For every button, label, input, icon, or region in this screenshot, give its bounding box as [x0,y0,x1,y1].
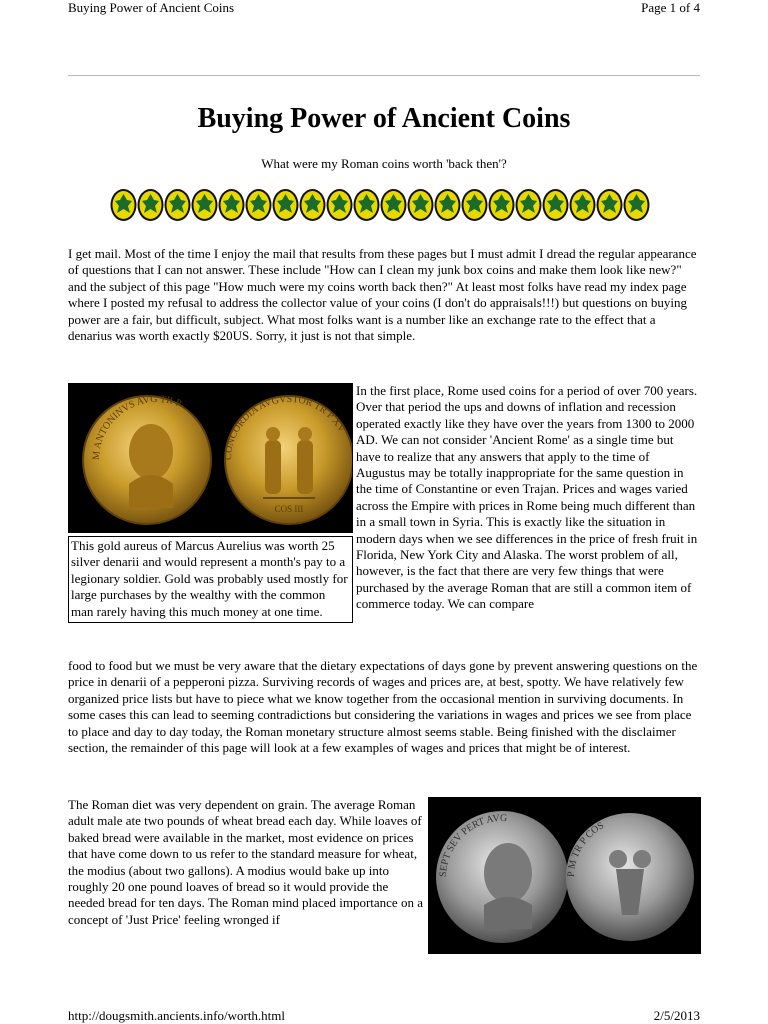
denarius-reverse-legend: P M TR P COS [565,820,606,878]
coin-divider-icon [407,188,434,222]
page-title: Buying Power of Ancient Coins [197,103,571,134]
aureus-exergue: COS III [274,504,304,514]
body-paragraph-2-column: In the first place, Rome used coins for a period of over 700 years. Over that period the ups and downs of inflation and recession operated exactly like they have over the years from 1300 to 2000 AD. We can not consider 'Ancient Rome' as a single time but have to realize that any answers that apply to the time of Augustus may be totally inappropriate for the same question in the time of Constantine or even Trajan. Prices and wages varied across the Empire with prices in Rome being much different than in a small town in Syria. This is exactly like the situation in modern days when we see differences in the price of fresh fruit in Florida, New York City and Alaska. The worst problem of all, however, is the fact that there are very few things that were purchased by the average Roman that are still a common item of commerce today. We can compare [356,383,698,612]
denarius-obverse-legend: SEPT SEV PERT AVG [437,812,508,878]
page-subtitle: What were my Roman coins worth 'back then'? [261,156,507,171]
print-footer-url: http://dougsmith.ancients.info/worth.html [68,1008,286,1023]
coin-divider-icon [353,188,380,222]
aureus-caption: This gold aureus of Marcus Aurelius was worth 25 silver denarii and would represent a month's pay to a legionary soldier. Gold was probably used mostly for large purchases by the wealthy with the common man rarely having this much money at one time. [68,536,353,623]
coin-divider-icon [623,188,650,222]
coin-divider-icon [299,188,326,222]
coin-divider-icon [245,188,272,222]
body-paragraph-3: The Roman diet was very dependent on grain. The average Roman adult male ate two pounds of wheat bread each day. While loaves of baked bread were available in the market, most evidence on prices that have come down to us refer to the standard measure for wheat, the modius (about two gallons). A modius would bake up into roughly 20 one pound loaves of bread so it would provide the needed bread for ten days. The Roman mind placed importance on a concept of 'Just Price' feeling wronged if [68,797,423,927]
coin-divider-row [110,188,658,222]
coin-divider-icon [461,188,488,222]
print-header-page-number: Page 1 of 4 [641,0,700,15]
coin-divider-icon [542,188,569,222]
denarius-coin-image [428,797,701,954]
coin-divider-icon [326,188,353,222]
aureus-coin-image [68,383,353,533]
coin-divider-icon [596,188,623,222]
coin-divider-icon [380,188,407,222]
coin-divider-icon [218,188,245,222]
coin-divider-icon [434,188,461,222]
coin-divider-icon [191,188,218,222]
coin-divider-icon [569,188,596,222]
intro-paragraph: I get mail. Most of the time I enjoy the mail that results from these pages but I must admit I dread the regular appearance of questions that I can not answer. These include "How can I clean my junk box coins and make them look like new?" and the subject of this page "How much were my coins worth back then?" At least most folks have read my index page where I posted my refusal to address the collector value of your coins (I don't do appraisals!!!) but questions on buying power are a fair, but difficult, subject. What most folks want is a number like an exchange rate to the effect that a denarius was worth exactly $20US. Sorry, it just is not that simple. [68,246,697,344]
coin-divider-icon [110,188,137,222]
print-header-title: Buying Power of Ancient Coins [68,0,235,15]
coin-divider-icon [272,188,299,222]
coin-divider-icon [164,188,191,222]
coin-divider-icon [488,188,515,222]
header-divider [68,75,700,76]
aureus-figure [68,383,353,623]
aureus-reverse-legend: CONCORDIA AVGVSTOR TR P XV [222,393,348,461]
print-footer-date: 2/5/2013 [653,1008,700,1023]
body-paragraph-2-continued: food to food but we must be very aware that the dietary expectations of days gone by prevent answering questions on the price in denarii of a pepperoni pizza. Surviving records of wages and prices are, at best, spotty. We have relatively few organized price lists but have to piece what we know together from the occasional mention in surviving documents. In some cases this can lead to seeming contradictions but considering the variations in wages and prices we see from place to place and day to day today, the Roman monetary structure almost seems stable. Being finished with the disclaimer section, the remainder of this page will look at a few examples of wages and prices that might be of interest. [68,658,698,756]
coin-divider-icon [515,188,542,222]
coin-divider-icon [137,188,164,222]
aureus-obverse-legend: M ANTONINVS AVG TR P [90,393,183,461]
